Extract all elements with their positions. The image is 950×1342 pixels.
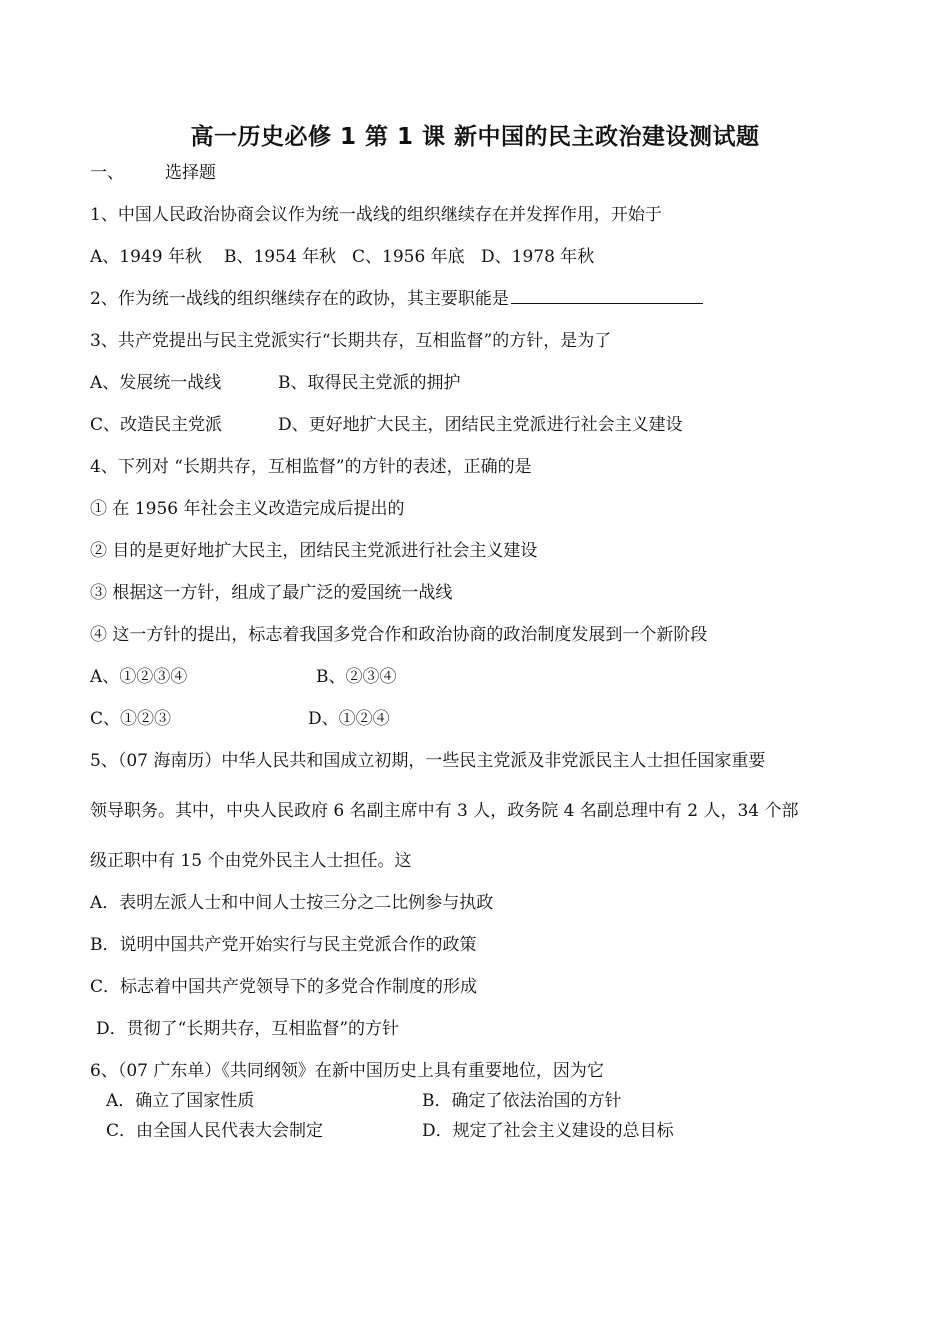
q1-option-c: C、1956 年底 [352,247,465,267]
q4-stem: 4、下列对 “长期共存，互相监督”的方针的表述，正确的是 [90,457,532,477]
q4-item-1: ① 在 1956 年社会主义改造完成后提出的 [90,499,405,519]
q3-stem: 3、共产党提出与民主党派实行“长期共存，互相监督”的方针，是为了 [90,331,612,351]
q6-stem: 6、（07 广东单）《共同纲领》在新中国历史上具有重要地位，因为它 [90,1061,604,1081]
q3-option-b: B、取得民主党派的拥护 [278,373,461,393]
q1-option-b: B、1954 年秋 [224,247,337,267]
q5-stem-line-1: 5、（07 海南历）中华人民共和国成立初期，一些民主党派及非党派民主人士担任国家重要 [90,751,766,771]
q4-option-b: B、②③④ [316,667,397,687]
q5-stem-line-2: 领导职务。其中，中央人民政府 6 名副主席中有 3 人，政务院 4 名副总理中有 2 人，34 个部 [90,801,799,821]
q4-option-d: D、①②④ [308,709,390,729]
q2-line [90,284,703,309]
page-title: 高一历史必修 1 第 1 课 新中国的民主政治建设测试题 [190,124,760,150]
q5-option-a: A．表明左派人士和中间人士按三分之二比例参与执政 [90,893,494,913]
q1-option-a: A、1949 年秋 [90,247,202,267]
q4-item-2: ② 目的是更好地扩大民主，团结民主党派进行社会主义建设 [90,541,538,561]
q3-option-a: A、发展统一战线 [90,373,222,393]
q5-option-d: D．贯彻了“长期共存，互相监督”的方针 [96,1019,400,1039]
q1-option-d: D、1978 年秋 [481,247,595,267]
q5-option-c: C．标志着中国共产党领导下的多党合作制度的形成 [90,977,478,997]
q6-option-b: B．确定了依法治国的方针 [422,1091,622,1111]
q5-stem-line-3: 级正职中有 15 个由党外民主人士担任。这 [90,851,412,871]
q6-option-c: C．由全国人民代表大会制定 [106,1121,324,1141]
q3-option-c: C、改造民主党派 [90,415,223,435]
q1-stem: 1、中国人民政治协商会议作为统一战线的组织继续存在并发挥作用，开始于 [90,205,662,225]
q6-option-d: D．规定了社会主义建设的总目标 [422,1121,674,1141]
q2-answer-blank [511,287,703,304]
q5-option-b: B．说明中国共产党开始实行与民主党派合作的政策 [90,935,477,955]
q2-stem: 2、作为统一战线的组织继续存在的政协，其主要职能是 [90,289,509,309]
q4-option-c: C、①②③ [90,709,172,729]
q4-item-3: ③ 根据这一方针，组成了最广泛的爱国统一战线 [90,583,453,603]
section-number: 一、 [90,163,124,183]
q4-option-a: A、①②③④ [90,667,188,687]
q3-option-d: D、更好地扩大民主，团结民主党派进行社会主义建设 [278,415,683,435]
section-label: 选择题 [165,163,216,183]
q4-item-4: ④ 这一方针的提出，标志着我国多党合作和政治协商的政治制度发展到一个新阶段 [90,625,708,645]
q6-option-a: A．确立了国家性质 [106,1091,255,1111]
